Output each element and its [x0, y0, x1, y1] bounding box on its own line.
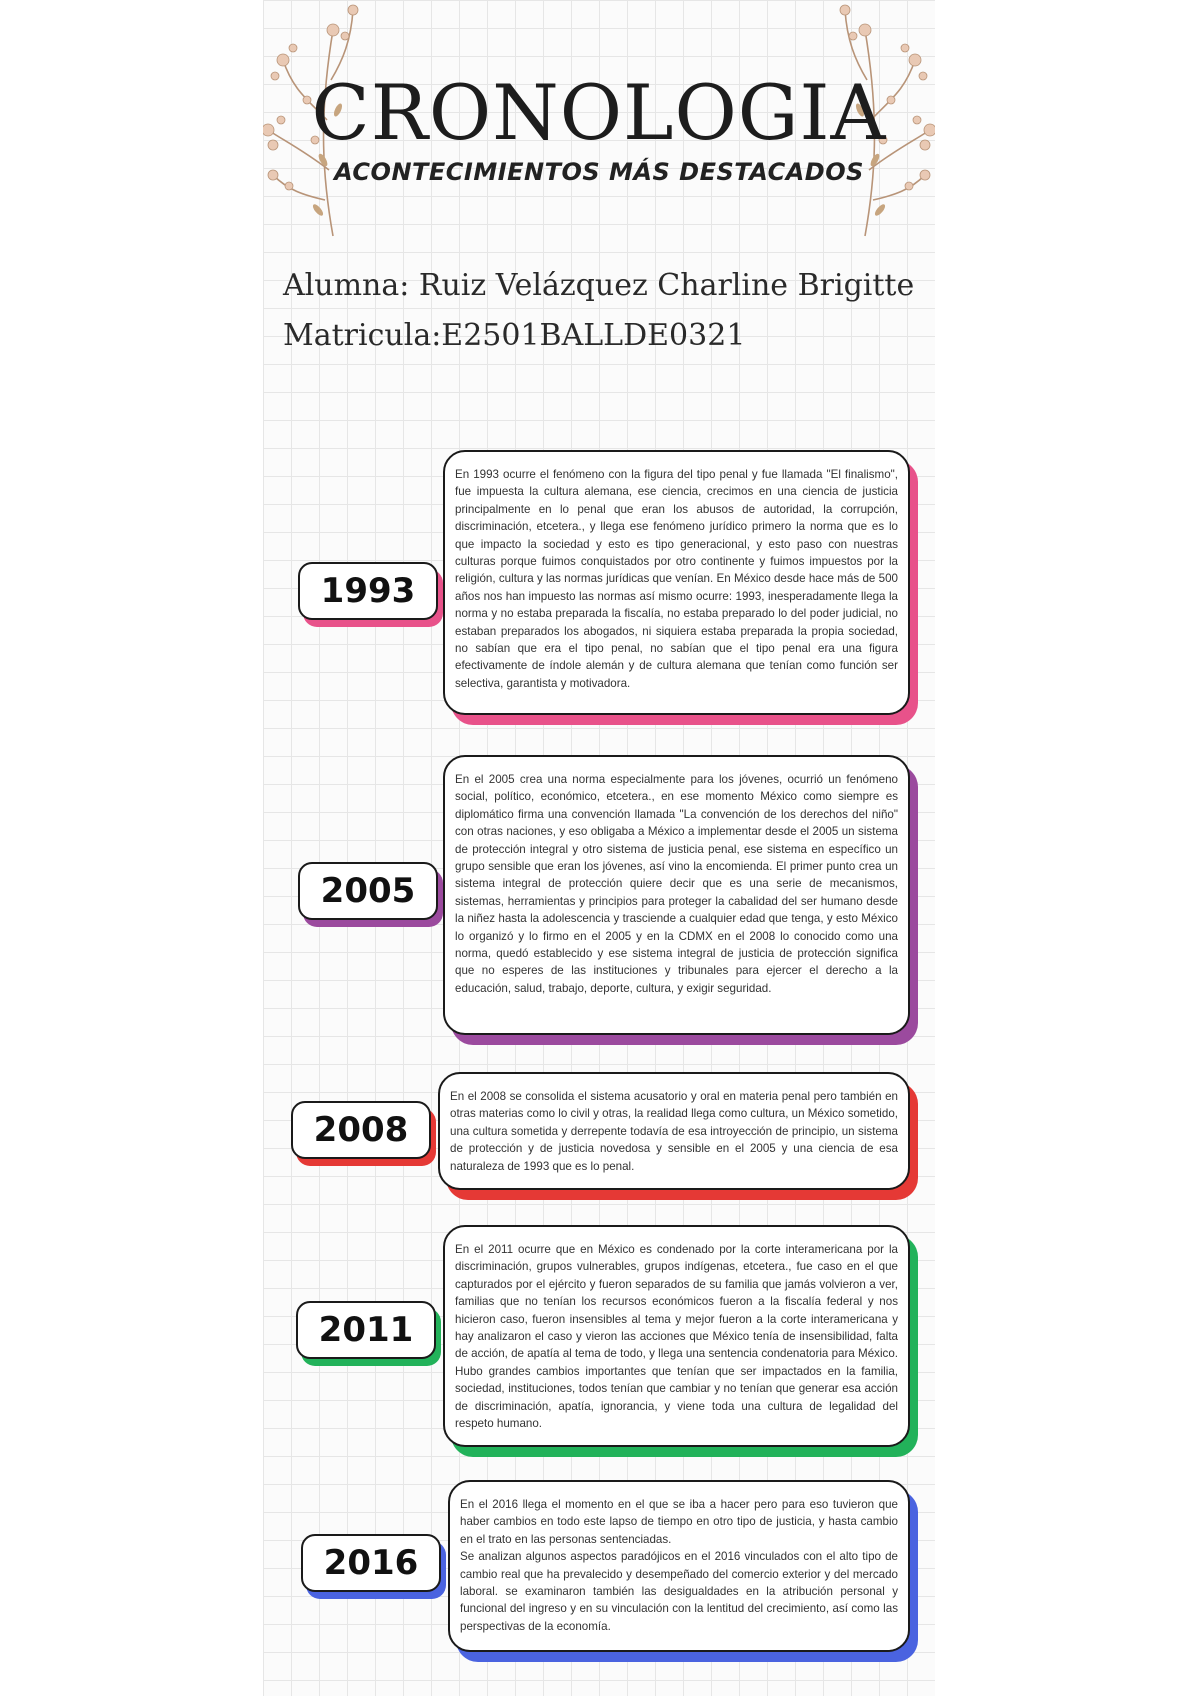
- card-text: En 1993 ocurre el fenómeno con la figura del tipo penal y fue llamada "El finalismo", fue impuesta la cultura alemana, ese ciencia, crecimos en una ciencia de justicia principalmente en lo penal que eran los abusos de autoridad, la corrupción, discriminación, etcetera., y llega ese fenómeno jurídico primero la norma que es lo que impacto la sociedad y esto es tipo generacional, y esto paso con nuestras culturas porque fuimos conquistados por otro continente y fuimos impuestos por la religión, cultura y las normas jurídicas que venían. En México desde hace más de 500 años nos han impuesto las normas así mismo ocurre: 1993, inesperadamente llega la norma y no estaba preparada la fiscalía, no estaba preparado lo del poder judicial, no estaban preparados los abogados, ni siquiera estaba preparada la propia sociedad, no sabían que era el tipo penal, no sabían que el tipo penal era una figura efectivamente de índole alemán y de cultura alemana que tenían como función ser selectiva, garantista y motivadora.: [455, 468, 898, 690]
- card-text: En el 2008 se consolida el sistema acusatorio y oral en materia penal pero también en otras materias como lo civil y otras, la realidad llega como cultura, un México sometido, una cultura sometida y derrepente todavía de esa introyección de principio, un sistema de protección y de justicia novedosa y sensible en el 2005 y una ciencia de esa naturaleza de 1993 que es lo penal.: [450, 1090, 898, 1173]
- year-badge-2016: 2016: [301, 1534, 441, 1592]
- student-name: Alumna: Ruiz Velázquez Charline Brigitte: [283, 268, 915, 303]
- year-badge-2005: 2005: [298, 862, 438, 920]
- timeline-card-2005: [443, 755, 910, 1035]
- card-text: En el 2011 ocurre que en México es condenado por la corte interamericana por la discriminación, grupos vulnerables, grupos indígenas, etcetera., fue caso en el que capturados por el ejército y fueron separados de su familia que jamás volvieron a ver, familias que no tenían los recursos económicos fueron a la fiscalía federal y nos hicieron caso, fueron insensibles al tema y mejor fueron a la corte interamericana y hay analizaron el caso y vieron las acciones que México tenía de insensibilidad, falta de acción, de apatía al tema de todo, y llega una sentencia condenatoria para México. Hubo grandes cambios importantes que tenían que ser impactados en la familia, sociedad, instituciones, todos tenían que cambiar y no tenían que generar esa acción de discriminación, apatía, ignorancia, y viene toda una cultura de legalidad del respeto humano.: [455, 1243, 898, 1431]
- card-text: Se analizan algunos aspectos paradójicos en el 2016 vinculados con el alto tipo de cambio real que ha prevalecido y desempeñado del comercio exterior y del mercado laboral. se examinaron también las desigualdades en la atribución personal y funcional del ingreso y en su vinculación con la lentitud del crecimiento, así como las perspectivas de la economía.: [460, 1550, 898, 1633]
- year-badge-2011: 2011: [296, 1301, 436, 1359]
- page-subtitle: ACONTECIMIENTOS MÁS DESTACADOS: [334, 158, 864, 186]
- page-title: CRONOLOGIA: [311, 68, 887, 157]
- card-text: En el 2016 llega el momento en el que se iba a hacer pero para eso tuvieron que haber cambios en todo este lapso de tiempo en otro tipo de justicia, y hasta cambio en el trato en las personas sentenciadas.: [460, 1498, 898, 1546]
- infographic-sheet: [263, 0, 935, 1696]
- timeline-card-2011: [443, 1225, 910, 1447]
- card-text: En el 2005 crea una norma especialmente para los jóvenes, ocurrió un fenómeno social, político, económico, etcetera., en ese momento México como siempre es diplomático firma una convención llamada "La convención de los derechos del niño" con otras naciones, y eso obligaba a México a implementar desde el 2005 un sistema de protección integral y otro sistema de justicia penal, ese sistema en específico un grupo sensible que eran los jóvenes, así vino la encomienda. El primer punto crea un sistema integral de protección quiere decir que es una serie de mecanismos, sistemas, herramientas y principios para proteger la cabalidad del ser humano desde la niñez hasta la adolescencia y trasciende a cualquier edad que tenga, y esto México lo organizó y lo firmo en el 2005 y en la CDMX en el 2008 lo conocido como una norma, quedó establecido y ese sistema integral de justicia de protección significa que no esperes de las instituciones y tribunales para ejercer el derecho a la educación, salud, trabajo, deporte, cultura, y exigir seguridad.: [455, 773, 898, 995]
- year-badge-1993: 1993: [298, 562, 438, 620]
- timeline-card-1993: [443, 450, 910, 715]
- year-badge-2008: 2008: [291, 1101, 431, 1159]
- timeline-card-2008: [438, 1072, 910, 1190]
- timeline-card-2016: [448, 1480, 910, 1652]
- student-id: Matricula:E2501BALLDE0321: [283, 318, 746, 353]
